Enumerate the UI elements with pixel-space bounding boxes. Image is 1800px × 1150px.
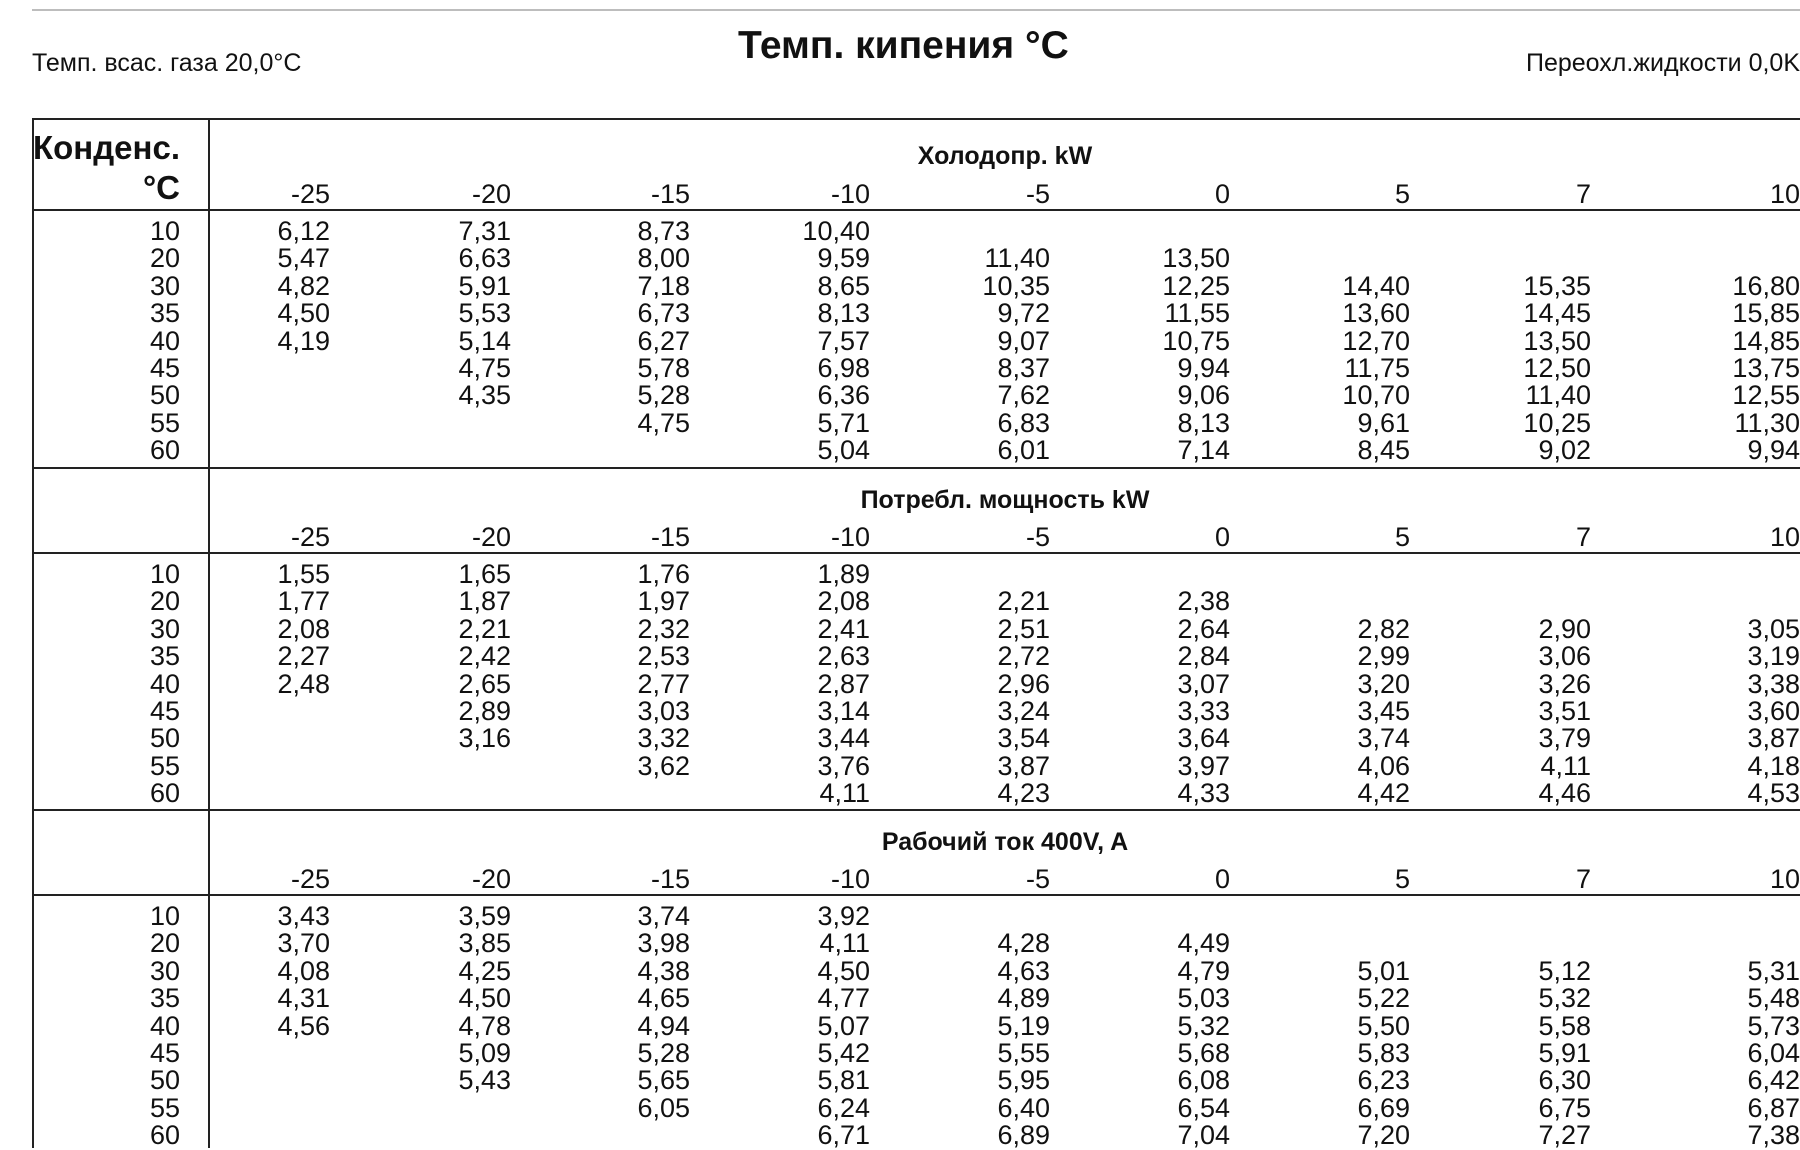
table-cell: 5,95 [997,1065,1050,1096]
table-cell: 2,90 [1538,613,1591,644]
table-cell: 11,75 [1344,353,1410,383]
condensing-temp-row-label: 40 [149,668,180,699]
section-title: Рабочий ток 400V, A [881,828,1129,856]
table-cell: 10,40 [802,216,870,246]
table-cell: 6,87 [1747,1092,1800,1123]
evaporating-temp-header: -5 [1025,864,1050,894]
table-cell: 10,75 [1162,325,1230,356]
section-title: Потребл. мощность kW [860,486,1150,514]
table-cell: 11,30 [1734,407,1800,438]
table-cell: 3,05 [1747,613,1800,644]
table-cell: 5,50 [1357,1010,1410,1041]
table-cell: 8,37 [997,353,1050,383]
table-cell: 3,45 [1357,696,1410,726]
table-cell: 2,53 [637,641,690,672]
condensing-temp-row-label: 35 [149,641,180,672]
condensing-temp-label-line2: °C [142,169,180,206]
table-cell: 6,30 [1538,1065,1591,1096]
table-cell: 3,19 [1747,641,1800,672]
table-cell: 2,72 [997,641,1050,672]
table-cell: 9,94 [1747,435,1800,466]
table-cell: 3,74 [1357,723,1410,754]
evaporating-temp-header: -10 [830,522,870,552]
table-cell: 7,27 [1538,1120,1591,1150]
table-cell: 4,50 [277,298,330,329]
table-cell: 12,50 [1523,353,1591,383]
table-cell: 8,13 [1177,407,1230,438]
table-cell: 16,80 [1732,270,1800,301]
table-cell: 5,73 [1747,1010,1800,1041]
table-cell: 6,12 [277,216,330,246]
condensing-temp-row-label: 30 [149,270,180,301]
table-cell: 4,11 [819,778,870,809]
table-cell: 3,44 [817,723,870,754]
table-cell: 6,04 [1747,1038,1800,1068]
table-cell: 2,08 [817,586,870,617]
table-cell: 4,78 [458,1010,511,1041]
table-top-border [32,118,1800,120]
table-cell: 4,53 [1747,778,1800,809]
table-cell: 2,32 [637,613,690,644]
table-cell: 2,96 [997,668,1050,699]
table-cell: 5,31 [1747,955,1800,986]
table-cell: 4,50 [817,955,870,986]
table-cell: 5,28 [637,380,690,411]
table-cell: 6,27 [637,325,690,356]
table-cell: 2,63 [817,641,870,672]
evaporating-temp-header: -10 [830,864,870,894]
table-cell: 5,48 [1747,983,1800,1014]
evaporating-temp-header: -5 [1025,179,1050,209]
evaporating-temp-header: 10 [1769,522,1800,552]
table-cell: 9,59 [817,243,870,274]
table-cell: 2,84 [1177,641,1230,672]
table-cell: 4,63 [997,955,1050,986]
table-cell: 4,11 [819,928,870,959]
evaporating-temp-header: -15 [650,179,690,209]
table-cell: 6,42 [1747,1065,1800,1096]
table-cell: 2,08 [277,613,330,644]
condensing-temp-row-label: 20 [149,928,180,959]
table-cell: 5,68 [1177,1038,1230,1068]
table-cell: 13,75 [1732,353,1800,383]
table-cell: 4,19 [277,325,330,356]
table-cell: 2,21 [458,613,511,644]
table-cell: 5,03 [1177,983,1230,1014]
condensing-temp-label [0,128,180,208]
table-cell: 4,79 [1177,955,1230,986]
evaporating-temp-header: 5 [1394,179,1410,209]
condensing-temp-row-label: 10 [149,559,180,589]
table-cell: 6,73 [637,298,690,329]
evaporating-temp-header: 7 [1575,522,1591,552]
table-cell: 11,55 [1164,298,1230,329]
table-cell: 9,02 [1538,435,1591,466]
table-cell: 3,97 [1177,750,1230,781]
table-cell: 5,28 [637,1038,690,1068]
table-cell: 8,73 [637,216,690,246]
table-cell: 3,38 [1747,668,1800,699]
condensing-temp-row-label: 45 [149,696,180,726]
section-divider [32,467,1800,469]
table-cell: 12,55 [1732,380,1800,411]
table-cell: 7,62 [997,380,1050,411]
section-divider [32,809,1800,811]
table-cell: 5,71 [817,407,870,438]
evaporating-temp-header: 10 [1769,864,1800,894]
condensing-temp-row-label: 30 [149,955,180,986]
table-cell: 3,87 [997,750,1050,781]
table-cell: 2,21 [997,586,1050,617]
table-cell: 6,75 [1538,1092,1591,1123]
condensing-temp-row-label: 20 [149,243,180,274]
condensing-temp-row-label: 60 [149,778,180,809]
evaporating-temp-header: -15 [650,522,690,552]
table-cell: 4,06 [1357,750,1410,781]
evaporating-temp-header: 10 [1769,179,1800,209]
table-cell: 3,33 [1177,696,1230,726]
evaporating-temp-header: -5 [1025,522,1050,552]
condensing-temp-row-label: 55 [149,407,180,438]
table-cell: 5,81 [817,1065,870,1096]
table-cell: 5,22 [1357,983,1410,1014]
table-cell: 3,54 [997,723,1050,754]
table-cell: 4,89 [997,983,1050,1014]
condensing-temp-row-label: 60 [149,1120,180,1150]
table-cell: 3,85 [458,928,511,959]
table-cell: 1,97 [637,586,690,617]
table-cell: 9,72 [997,298,1050,329]
table-cell: 1,55 [277,559,330,589]
table-cell: 3,32 [637,723,690,754]
condensing-temp-row-label: 45 [149,1038,180,1068]
suction-gas-temp: Темп. всас. газа 20,0°C [32,49,302,77]
evaporating-temp-header: 7 [1575,864,1591,894]
table-cell: 4,82 [277,270,330,301]
table-cell: 4,23 [997,778,1050,809]
table-cell: 8,45 [1357,435,1410,466]
table-cell: 4,77 [817,983,870,1014]
table-cell: 5,47 [277,243,330,274]
table-cell: 6,63 [458,243,511,274]
condensing-temp-row-label: 10 [149,901,180,931]
table-cell: 7,57 [817,325,870,356]
table-cell: 5,04 [817,435,870,466]
table-cell: 15,35 [1523,270,1591,301]
table-cell: 13,60 [1342,298,1410,329]
header-underline [32,894,1800,896]
table-cell: 2,99 [1357,641,1410,672]
condensing-temp-row-label: 60 [149,435,180,466]
table-cell: 11,40 [984,243,1050,274]
table-cell: 3,43 [277,901,330,931]
evaporating-temp-header: 0 [1214,179,1230,209]
table-cell: 3,60 [1747,696,1800,726]
table-cell: 2,51 [997,613,1050,644]
evaporating-temp-header: 0 [1214,522,1230,552]
table-cell: 9,06 [1177,380,1230,411]
condensing-temp-row-label: 50 [149,380,180,411]
evaporating-temp-header: -25 [290,864,330,894]
table-cell: 8,00 [637,243,690,274]
table-cell: 3,92 [817,901,870,931]
table-cell: 5,53 [458,298,511,329]
table-cell: 1,89 [817,559,870,589]
table-cell: 12,25 [1162,270,1230,301]
table-cell: 14,85 [1732,325,1800,356]
table-cell: 3,62 [637,750,690,781]
condensing-temp-row-label: 45 [149,353,180,383]
table-cell: 3,03 [637,696,690,726]
table-cell: 10,25 [1523,407,1591,438]
table-cell: 4,49 [1177,928,1230,959]
table-cell: 6,36 [817,380,870,411]
table-cell: 6,69 [1357,1092,1410,1123]
table-cell: 4,08 [277,955,330,986]
table-cell: 10,70 [1342,380,1410,411]
table-cell: 7,38 [1747,1120,1800,1150]
evaporating-temp-header: -20 [471,522,511,552]
table-cell: 10,35 [982,270,1050,301]
table-cell: 5,43 [458,1065,511,1096]
table-cell: 4,56 [277,1010,330,1041]
table-cell: 7,18 [637,270,690,301]
table-cell: 6,54 [1177,1092,1230,1123]
condensing-temp-row-label: 50 [149,1065,180,1096]
table-cell: 9,94 [1177,353,1230,383]
table-cell: 2,41 [817,613,870,644]
table-cell: 3,87 [1747,723,1800,754]
table-cell: 4,94 [637,1010,690,1041]
table-cell: 3,51 [1538,696,1591,726]
condensing-temp-row-label: 50 [149,723,180,754]
table-cell: 3,07 [1177,668,1230,699]
table-cell: 4,42 [1357,778,1410,809]
table-cell: 5,55 [997,1038,1050,1068]
table-cell: 3,76 [817,750,870,781]
table-cell: 1,77 [277,586,330,617]
top-rule [32,9,1800,11]
evaporating-temp-header: 5 [1394,864,1410,894]
table-cell: 15,85 [1732,298,1800,329]
table-cell: 4,38 [637,955,690,986]
table-cell: 4,25 [458,955,511,986]
table-row-header-separator [208,118,210,1148]
table-cell: 2,82 [1357,613,1410,644]
table-cell: 2,77 [637,668,690,699]
table-cell: 5,83 [1357,1038,1410,1068]
table-cell: 6,83 [997,407,1050,438]
table-cell: 3,98 [637,928,690,959]
table-cell: 5,78 [637,353,690,383]
evaporating-temp-header: 0 [1214,864,1230,894]
table-cell: 2,65 [458,668,511,699]
table-cell: 3,64 [1177,723,1230,754]
table-cell: 4,65 [637,983,690,1014]
table-cell: 8,13 [817,298,870,329]
table-cell: 5,91 [458,270,511,301]
condensing-temp-row-label: 30 [149,613,180,644]
table-cell: 6,01 [997,435,1050,466]
table-cell: 3,74 [637,901,690,931]
table-cell: 1,87 [458,586,511,617]
table-cell: 2,48 [277,668,330,699]
table-cell: 6,71 [817,1120,870,1150]
condensing-temp-row-label: 40 [149,325,180,356]
liquid-subcooling: Переохл.жидкости 0,0K [1525,49,1800,77]
table-cell: 11,40 [1525,380,1591,411]
evaporating-temp-header: -25 [290,179,330,209]
table-cell: 4,75 [637,407,690,438]
table-cell: 5,01 [1357,955,1410,986]
table-cell: 4,28 [997,928,1050,959]
evaporating-temp-header: -10 [830,179,870,209]
table-cell: 2,38 [1177,586,1230,617]
table-cell: 2,42 [458,641,511,672]
table-cell: 4,35 [458,380,511,411]
table-cell: 5,32 [1538,983,1591,1014]
condensing-temp-row-label: 40 [149,1010,180,1041]
table-cell: 5,65 [637,1065,690,1096]
table-cell: 3,16 [458,723,511,754]
table-cell: 6,24 [817,1092,870,1123]
table-cell: 6,08 [1177,1065,1230,1096]
table-cell: 1,76 [637,559,690,589]
table-cell: 6,40 [997,1092,1050,1123]
condensing-temp-label-line1: Конденс. [33,129,180,166]
table-cell: 5,58 [1538,1010,1591,1041]
table-cell: 9,07 [997,325,1050,356]
condensing-temp-row-label: 35 [149,983,180,1014]
table-cell: 2,89 [458,696,511,726]
table-cell: 5,42 [817,1038,870,1068]
table-cell: 4,18 [1747,750,1800,781]
table-cell: 7,04 [1177,1120,1230,1150]
table-left-border [32,118,34,1148]
table-cell: 6,23 [1357,1065,1410,1096]
condensing-temp-row-label: 35 [149,298,180,329]
table-cell: 3,14 [817,696,870,726]
table-cell: 3,26 [1538,668,1591,699]
evaporating-temp-header: 7 [1575,179,1591,209]
table-cell: 4,11 [1540,750,1591,781]
table-cell: 4,46 [1538,778,1591,809]
table-cell: 5,09 [458,1038,511,1068]
table-cell: 1,65 [458,559,511,589]
header-underline [32,552,1800,554]
header-underline [32,209,1800,211]
table-cell: 5,19 [997,1010,1050,1041]
table-cell: 3,59 [458,901,511,931]
table-cell: 2,87 [817,668,870,699]
table-cell: 4,31 [277,983,330,1014]
table-cell: 13,50 [1162,243,1230,274]
table-cell: 3,70 [277,928,330,959]
condensing-temp-row-label: 20 [149,586,180,617]
table-cell: 14,40 [1342,270,1410,301]
table-cell: 3,79 [1538,723,1591,754]
table-cell: 7,31 [458,216,511,246]
table-cell: 14,45 [1523,298,1591,329]
table-cell: 3,24 [997,696,1050,726]
table-cell: 13,50 [1523,325,1591,356]
section-title: Холодопр. kW [917,142,1093,170]
page-title: Темп. кипения °C [738,24,1069,67]
table-cell: 2,64 [1177,613,1230,644]
evaporating-temp-header: -25 [290,522,330,552]
evaporating-temp-header: 5 [1394,522,1410,552]
evaporating-temp-header: -15 [650,864,690,894]
table-cell: 8,65 [817,270,870,301]
table-cell: 7,14 [1177,435,1230,466]
table-cell: 6,89 [997,1120,1050,1150]
table-cell: 4,75 [458,353,511,383]
condensing-temp-row-label: 55 [149,750,180,781]
table-cell: 5,91 [1538,1038,1591,1068]
table-cell: 7,20 [1357,1120,1410,1150]
condensing-temp-row-label: 55 [149,1092,180,1123]
table-cell: 2,27 [277,641,330,672]
table-cell: 5,12 [1538,955,1591,986]
evaporating-temp-header: -20 [471,179,511,209]
table-cell: 4,33 [1177,778,1230,809]
table-cell: 12,70 [1342,325,1410,356]
table-cell: 3,20 [1357,668,1410,699]
table-cell: 6,05 [637,1092,690,1123]
condensing-temp-row-label: 10 [149,216,180,246]
table-cell: 3,06 [1538,641,1591,672]
evaporating-temp-header: -20 [471,864,511,894]
table-cell: 5,07 [817,1010,870,1041]
table-cell: 5,32 [1177,1010,1230,1041]
table-cell: 9,61 [1357,407,1410,438]
table-cell: 6,98 [817,353,870,383]
table-cell: 4,50 [458,983,511,1014]
table-cell: 5,14 [458,325,511,356]
